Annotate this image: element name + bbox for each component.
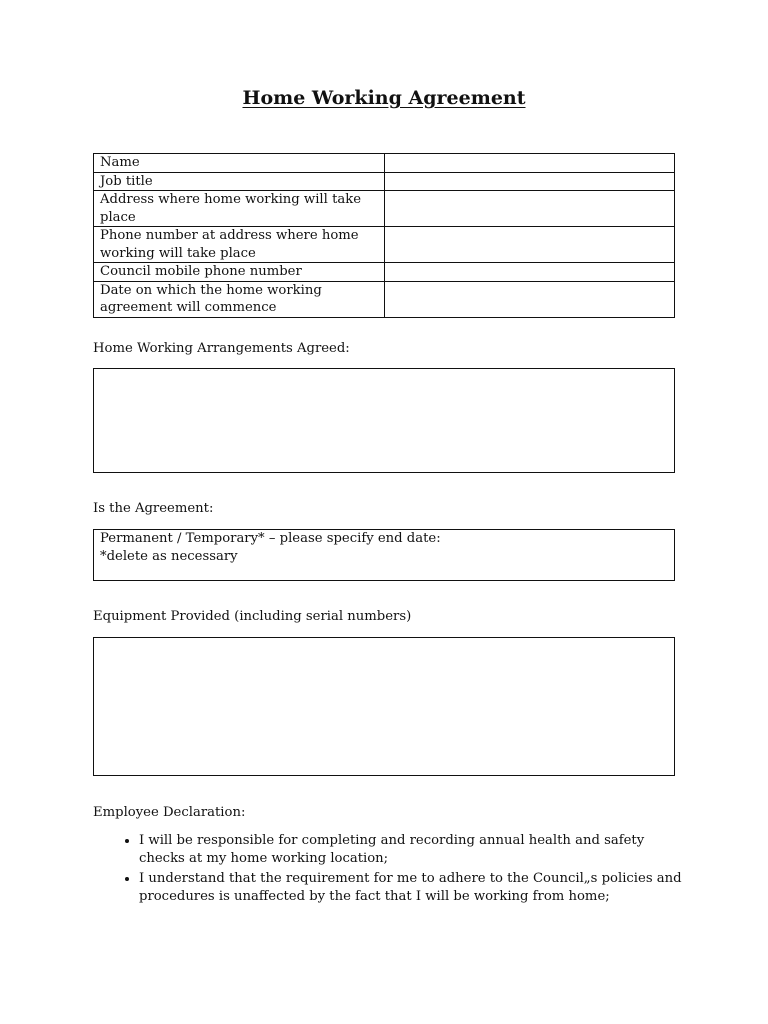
row-label-mobile-number: Council mobile phone number: [94, 263, 385, 282]
details-table: [93, 153, 675, 318]
row-label-address: Address where home working will take place: [94, 191, 385, 227]
document-title: Home Working Agreement: [242, 87, 526, 109]
row-value-job-title[interactable]: [385, 172, 675, 191]
table-row: [94, 281, 675, 317]
table-row: [94, 172, 675, 191]
arrangements-label: Home Working Arrangements Agreed:: [93, 341, 350, 356]
table-row: [94, 227, 675, 263]
declaration-label: Employee Declaration:: [93, 805, 246, 820]
row-value-address[interactable]: [385, 191, 675, 227]
table-row: [94, 263, 675, 282]
row-label-phone-number: Phone number at address where home working will take place: [94, 227, 385, 263]
row-value-phone-number[interactable]: [385, 227, 675, 263]
list-item: • I understand that the requirement for me to adhere to the Council„s policies and procedures is unaffected by the fact that I will be working from home;: [139, 870, 683, 906]
equipment-box[interactable]: [93, 637, 675, 776]
row-label-commence-date: Date on which the home working agreement will commence: [94, 281, 385, 317]
agreement-type-line1: Permanent / Temporary* – please specify end date:: [100, 531, 441, 546]
row-value-mobile-number[interactable]: [385, 263, 675, 282]
agreement-type-box[interactable]: [93, 529, 675, 581]
row-value-name[interactable]: [385, 154, 675, 173]
row-label-job-title: Job title: [94, 172, 385, 191]
declaration-list: [93, 832, 683, 908]
agreement-type-label: Is the Agreement:: [93, 501, 214, 516]
table-row: [94, 191, 675, 227]
equipment-label: Equipment Provided (including serial numbers): [93, 609, 412, 624]
arrangements-box[interactable]: [93, 368, 675, 473]
row-value-commence-date[interactable]: [385, 281, 675, 317]
row-label-name: Name: [94, 154, 385, 173]
agreement-type-line2: *delete as necessary: [100, 548, 238, 564]
table-row: [94, 154, 675, 173]
list-item: • I will be responsible for completing and recording annual health and safety checks at my home working location;: [139, 832, 683, 868]
